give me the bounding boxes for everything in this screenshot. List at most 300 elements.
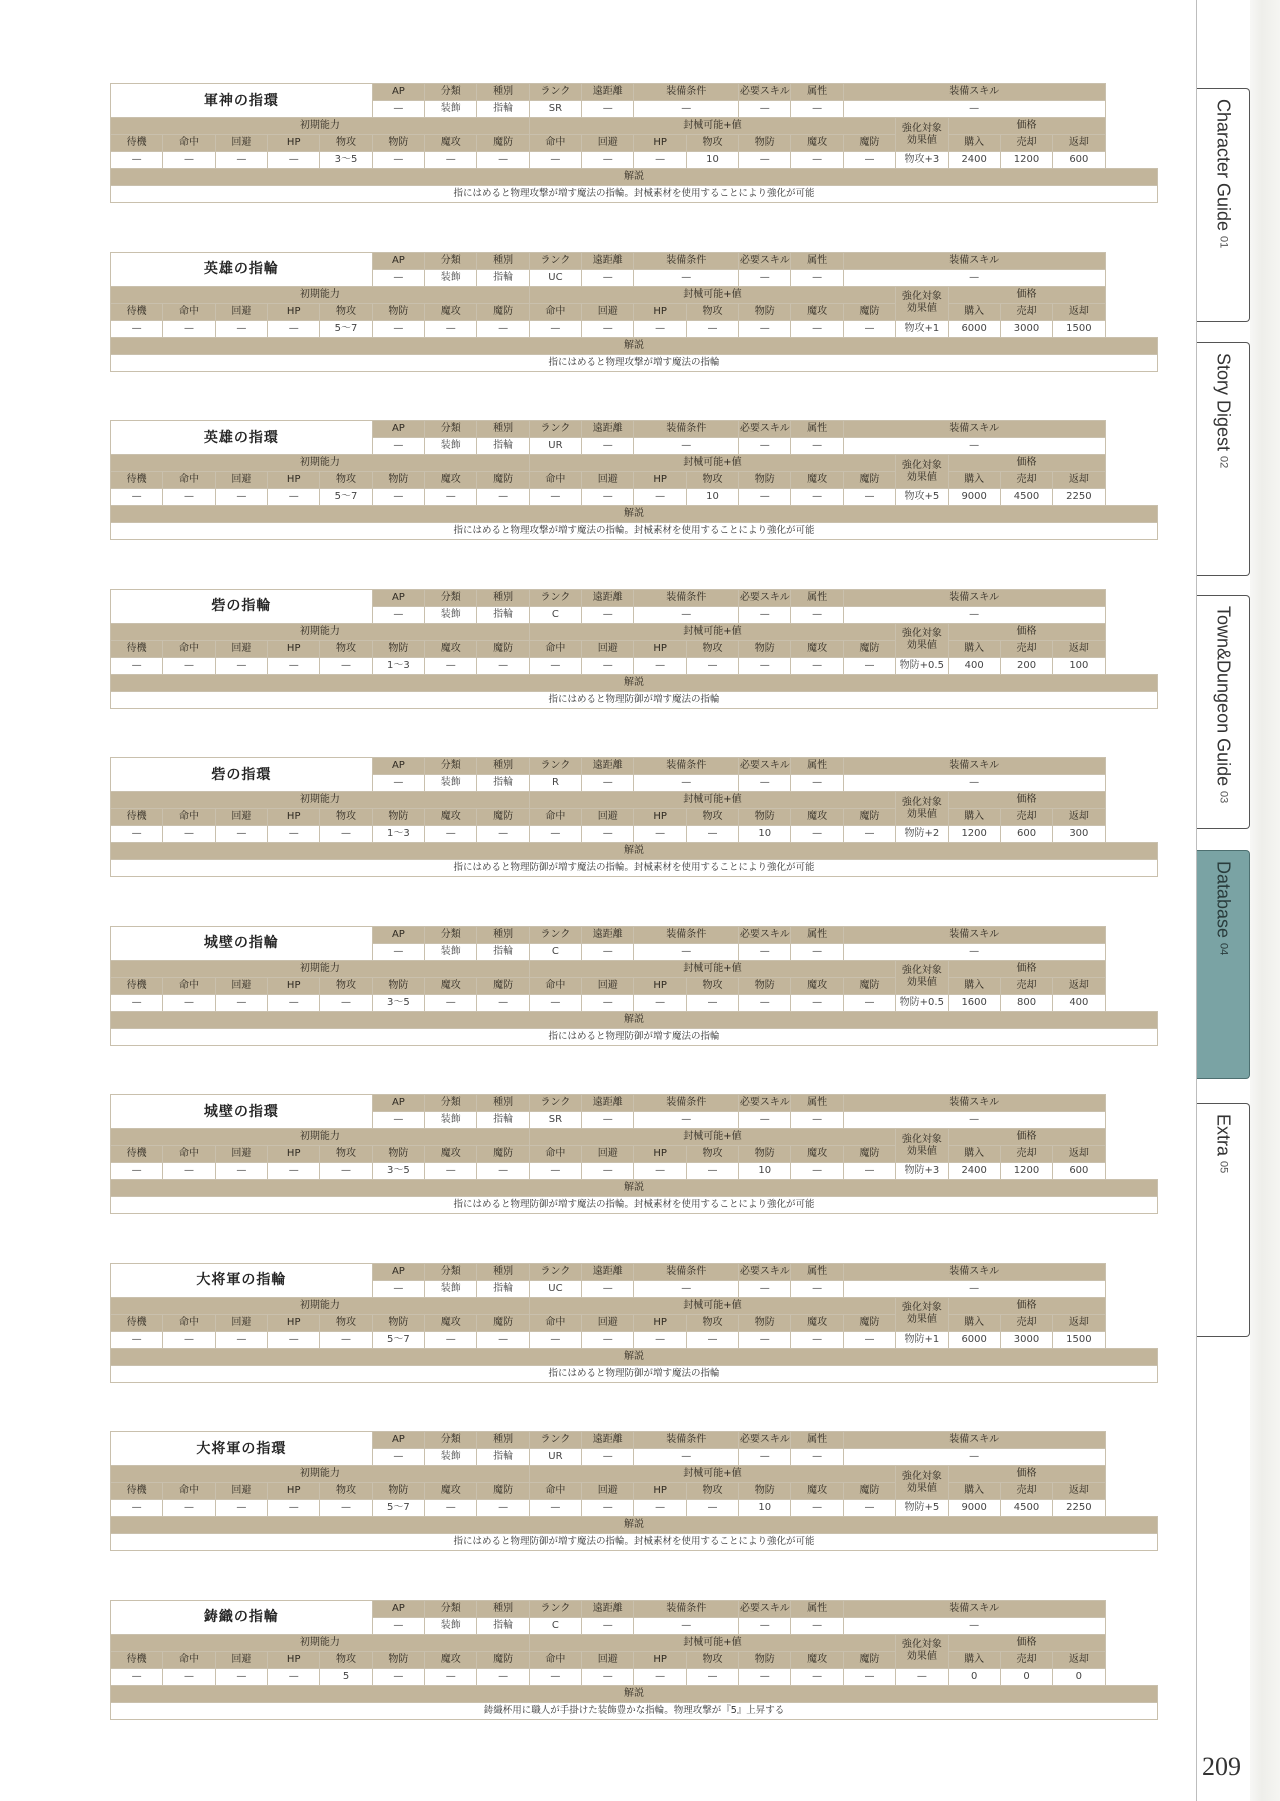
header-stat: 魔防 — [843, 977, 895, 994]
value-stat: — — [686, 1668, 738, 1685]
value-equip-skill: — — [843, 606, 1105, 623]
header-category: 分類 — [425, 1432, 477, 1449]
header-stat: 物防 — [739, 1651, 791, 1668]
header-stat: 物攻 — [320, 1651, 372, 1668]
header-price-col: 売却 — [1000, 135, 1052, 152]
value-buy-price: 2400 — [948, 1163, 1000, 1180]
header-stat: 待機 — [111, 135, 163, 152]
header-stat: 魔防 — [477, 1651, 529, 1668]
header-price-col: 返却 — [1053, 472, 1105, 489]
value-stat: — — [582, 1163, 634, 1180]
value-stat: — — [320, 1163, 372, 1180]
value-type: 指輪 — [477, 943, 529, 960]
header-required-skill: 必要スキル — [739, 84, 791, 101]
value-stat: — — [791, 994, 843, 1011]
chapter-tab-text — [1213, 861, 1234, 955]
header-type: 種別 — [477, 1432, 529, 1449]
value-stat: — — [686, 657, 738, 674]
value-sell-price: 4500 — [1000, 1500, 1052, 1517]
value-stat: — — [111, 826, 163, 843]
header-equip-condition: 装備条件 — [634, 926, 739, 943]
header-price-col: 購入 — [948, 303, 1000, 320]
item-table — [110, 420, 1158, 540]
value-sell-price: 1200 — [1000, 1163, 1052, 1180]
value-stat: — — [739, 152, 791, 169]
value-stat: — — [372, 320, 424, 337]
value-rank: SR — [529, 1112, 581, 1129]
header-stat: 待機 — [111, 1651, 163, 1668]
header-stat: 魔攻 — [425, 1146, 477, 1163]
value-required-skill: — — [739, 775, 791, 792]
header-equip-skill: 装備スキル — [843, 758, 1105, 775]
header-stat: 命中 — [163, 1146, 215, 1163]
header-stat: 物攻 — [686, 1314, 738, 1331]
header-stat: 魔防 — [477, 1146, 529, 1163]
header-stat: 回避 — [215, 809, 267, 826]
header-stat: HP — [634, 977, 686, 994]
chapter-tab[interactable] — [1197, 1103, 1250, 1337]
value-equip-skill: — — [843, 943, 1105, 960]
item-table — [110, 757, 1158, 877]
value-rank: C — [529, 1617, 581, 1634]
header-enhance-line2: 効果値 — [906, 1314, 937, 1325]
header-stat: 命中 — [529, 1146, 581, 1163]
header-required-skill: 必要スキル — [739, 926, 791, 943]
header-price-col: 売却 — [1000, 1314, 1052, 1331]
chapter-tab-text — [1213, 1114, 1234, 1173]
header-stat: 物攻 — [320, 1483, 372, 1500]
value-stat: — — [268, 657, 320, 674]
value-range: — — [582, 775, 634, 792]
header-description: 解説 — [111, 1517, 1158, 1534]
value-stat: — — [111, 489, 163, 506]
value-attribute: — — [791, 1449, 843, 1466]
header-category: 分類 — [425, 84, 477, 101]
item-name: 城壁の指輪 — [111, 926, 373, 960]
value-stat: — — [739, 1668, 791, 1685]
header-stat: HP — [634, 472, 686, 489]
header-enhance-line2: 効果値 — [906, 640, 937, 651]
value-stat: 5～7 — [320, 320, 372, 337]
header-attribute: 属性 — [791, 421, 843, 438]
value-stat: — — [320, 994, 372, 1011]
value-equip-condition: — — [634, 606, 739, 623]
value-range: — — [582, 606, 634, 623]
value-stat: — — [477, 1163, 529, 1180]
header-required-skill: 必要スキル — [739, 1600, 791, 1617]
header-stat: 回避 — [582, 1651, 634, 1668]
value-stat: — — [582, 1500, 634, 1517]
item-table — [110, 1431, 1158, 1551]
header-required-skill: 必要スキル — [739, 589, 791, 606]
header-rank: ランク — [529, 926, 581, 943]
header-type: 種別 — [477, 1095, 529, 1112]
value-stat: — — [477, 1331, 529, 1348]
header-stat: HP — [634, 1146, 686, 1163]
header-initial-stats: 初期能力 — [111, 286, 530, 303]
value-stat: — — [163, 152, 215, 169]
value-category: 装飾 — [425, 1617, 477, 1634]
item-block — [110, 757, 1158, 926]
header-stat: HP — [268, 1483, 320, 1500]
item-table — [110, 589, 1158, 709]
header-enhance-line2: 効果値 — [906, 471, 937, 483]
header-price-col: 売却 — [1000, 1651, 1052, 1668]
header-rank: ランク — [529, 84, 581, 101]
header-ap: AP — [372, 589, 424, 606]
header-stat: 命中 — [163, 809, 215, 826]
value-buy-price: 400 — [948, 657, 1000, 674]
value-stat: — — [529, 657, 581, 674]
header-stat: 回避 — [215, 640, 267, 657]
value-stat: — — [634, 657, 686, 674]
header-sealable-bonus: 封械可能+値 — [529, 1634, 895, 1651]
value-required-skill: — — [739, 1112, 791, 1129]
value-type: 指輪 — [477, 101, 529, 118]
value-stat: — — [791, 1668, 843, 1685]
value-buy-price: 9000 — [948, 489, 1000, 506]
value-stat: 5～7 — [372, 1331, 424, 1348]
header-rank: ランク — [529, 1263, 581, 1280]
value-stat: 3～5 — [372, 1163, 424, 1180]
value-attribute: — — [791, 101, 843, 118]
value-stat: — — [477, 826, 529, 843]
value-return-price: 100 — [1053, 657, 1105, 674]
header-equip-skill: 装備スキル — [843, 1432, 1105, 1449]
value-stat: — — [320, 1331, 372, 1348]
value-stat: — — [739, 320, 791, 337]
value-stat: — — [634, 489, 686, 506]
value-stat: — — [268, 320, 320, 337]
item-name: 軍神の指環 — [111, 84, 373, 118]
header-sealable-bonus: 封械可能+値 — [529, 960, 895, 977]
chapter-tab[interactable] — [1197, 342, 1250, 576]
header-equip-skill: 装備スキル — [843, 1263, 1105, 1280]
header-stat: 魔攻 — [791, 1483, 843, 1500]
value-ap: — — [372, 943, 424, 960]
header-price-col: 返却 — [1053, 1483, 1105, 1500]
item-block — [110, 926, 1158, 1095]
value-return-price: 2250 — [1053, 1500, 1105, 1517]
header-stat: HP — [268, 1146, 320, 1163]
value-stat: — — [686, 826, 738, 843]
value-type: 指輪 — [477, 1280, 529, 1297]
value-stat: — — [320, 826, 372, 843]
header-stat: 待機 — [111, 977, 163, 994]
value-equip-condition: — — [634, 269, 739, 286]
item-description: 指にはめると物理防御が増す魔法の指輪 — [111, 691, 1158, 708]
value-ap: — — [372, 606, 424, 623]
value-stat: — — [634, 1163, 686, 1180]
value-stat: — — [791, 1331, 843, 1348]
value-rank: UR — [529, 1449, 581, 1466]
value-stat: — — [215, 320, 267, 337]
header-stat: 物防 — [372, 1483, 424, 1500]
header-description: 解説 — [111, 1011, 1158, 1028]
header-stat: 魔攻 — [791, 135, 843, 152]
value-equip-skill: — — [843, 1617, 1105, 1634]
value-stat: — — [529, 152, 581, 169]
header-rank: ランク — [529, 589, 581, 606]
item-block — [110, 420, 1158, 589]
value-stat: — — [163, 1500, 215, 1517]
value-rank: R — [529, 775, 581, 792]
header-stat: 物攻 — [686, 1483, 738, 1500]
value-stat: — — [843, 657, 895, 674]
header-initial-stats: 初期能力 — [111, 455, 530, 472]
value-enhance: 物防+5 — [896, 1500, 948, 1517]
value-return-price: 2250 — [1053, 489, 1105, 506]
value-category: 装飾 — [425, 775, 477, 792]
header-enhance-line1: 強化対象 — [901, 965, 942, 976]
header-stat: 魔防 — [843, 640, 895, 657]
header-equip-condition: 装備条件 — [634, 84, 739, 101]
value-stat: — — [425, 320, 477, 337]
header-price-col: 売却 — [1000, 1146, 1052, 1163]
header-price-col: 購入 — [948, 977, 1000, 994]
value-attribute: — — [791, 775, 843, 792]
header-stat: 魔防 — [843, 809, 895, 826]
item-name: 砦の指環 — [111, 758, 373, 792]
header-price: 価格 — [948, 118, 1105, 135]
chapter-tab[interactable] — [1197, 850, 1250, 1079]
header-enhance-line2: 効果値 — [906, 1482, 937, 1494]
header-equip-condition: 装備条件 — [634, 1600, 739, 1617]
value-rank: UC — [529, 269, 581, 286]
value-stat: — — [477, 994, 529, 1011]
value-type: 指輪 — [477, 1112, 529, 1129]
header-range: 遠距離 — [582, 758, 634, 775]
item-table — [110, 1600, 1158, 1720]
header-stat: 物攻 — [320, 1314, 372, 1331]
chapter-tab-text — [1213, 606, 1234, 803]
item-name: 大将軍の指環 — [111, 1432, 373, 1466]
header-sealable-bonus: 封械可能+値 — [529, 118, 895, 135]
header-stat: 命中 — [529, 809, 581, 826]
value-stat: 1～3 — [372, 657, 424, 674]
header-rank: ランク — [529, 1600, 581, 1617]
header-price-col: 購入 — [948, 1146, 1000, 1163]
value-stat: — — [268, 826, 320, 843]
header-ap: AP — [372, 421, 424, 438]
header-sealable-bonus: 封械可能+値 — [529, 1297, 895, 1314]
item-description: 指にはめると物理攻撃が増す魔法の指輪 — [111, 354, 1158, 371]
header-range: 遠距離 — [582, 421, 634, 438]
header-stat: 魔防 — [843, 135, 895, 152]
header-price-col: 返却 — [1053, 809, 1105, 826]
value-stat: — — [477, 1668, 529, 1685]
header-stat: HP — [268, 303, 320, 320]
header-category: 分類 — [425, 589, 477, 606]
value-stat: — — [529, 994, 581, 1011]
header-attribute: 属性 — [791, 1600, 843, 1617]
header-stat: 待機 — [111, 1483, 163, 1500]
header-stat: 物攻 — [686, 809, 738, 826]
header-equip-condition: 装備条件 — [634, 758, 739, 775]
header-stat: 回避 — [215, 1483, 267, 1500]
item-block — [110, 1600, 1158, 1769]
value-stat: — — [425, 489, 477, 506]
value-stat: — — [477, 320, 529, 337]
value-stat: — — [791, 489, 843, 506]
header-initial-stats: 初期能力 — [111, 118, 530, 135]
header-initial-stats: 初期能力 — [111, 1297, 530, 1314]
header-stat: 回避 — [215, 472, 267, 489]
header-price-col: 返却 — [1053, 1651, 1105, 1668]
value-equip-condition: — — [634, 943, 739, 960]
value-enhance: 物防+1 — [896, 1331, 948, 1348]
header-enhance-line2: 効果値 — [906, 977, 937, 988]
header-stat: 魔防 — [477, 809, 529, 826]
item-description: 指にはめると物理防御が増す魔法の指輪 — [111, 1028, 1158, 1045]
value-buy-price: 6000 — [948, 1331, 1000, 1348]
value-stat: — — [634, 1331, 686, 1348]
item-description: 指にはめると物理防御が増す魔法の指輪。封械素材を使用することにより強化が可能 — [111, 1197, 1158, 1214]
header-category: 分類 — [425, 252, 477, 269]
value-rank: C — [529, 943, 581, 960]
header-enhance-line1: 強化対象 — [901, 122, 942, 134]
value-stat: — — [791, 1500, 843, 1517]
header-stat: 回避 — [582, 1314, 634, 1331]
chapter-tab-label: Character Guide — [1213, 99, 1234, 232]
header-stat: 命中 — [163, 1314, 215, 1331]
value-stat: — — [425, 994, 477, 1011]
header-stat: 魔防 — [843, 1314, 895, 1331]
value-range: — — [582, 943, 634, 960]
item-description: 鋳織杯用に職人が手掛けた装飾豊かな指輪。物理攻撃が『5』上昇する — [111, 1702, 1158, 1719]
chapter-tab-text — [1213, 353, 1234, 468]
value-enhance: 物防+0.5 — [896, 657, 948, 674]
value-stat: — — [163, 826, 215, 843]
header-stat: HP — [268, 977, 320, 994]
value-category: 装飾 — [425, 606, 477, 623]
header-equip-condition: 装備条件 — [634, 421, 739, 438]
value-stat: — — [215, 1500, 267, 1517]
value-stat: — — [215, 1668, 267, 1685]
header-range: 遠距離 — [582, 1600, 634, 1617]
value-stat: — — [791, 826, 843, 843]
value-stat: — — [215, 826, 267, 843]
value-stat: — — [582, 152, 634, 169]
value-equip-skill: — — [843, 269, 1105, 286]
header-price-col: 購入 — [948, 135, 1000, 152]
value-stat: — — [529, 489, 581, 506]
header-stat: 命中 — [163, 303, 215, 320]
value-required-skill: — — [739, 269, 791, 286]
header-equip-skill: 装備スキル — [843, 252, 1105, 269]
value-buy-price: 9000 — [948, 1500, 1000, 1517]
header-stat: 物防 — [372, 977, 424, 994]
header-stat: 物攻 — [686, 640, 738, 657]
header-stat: 魔攻 — [791, 640, 843, 657]
header-stat: 物攻 — [320, 640, 372, 657]
header-stat: 魔攻 — [791, 1314, 843, 1331]
header-stat: 物防 — [372, 1146, 424, 1163]
header-attribute: 属性 — [791, 1263, 843, 1280]
chapter-tab[interactable] — [1197, 88, 1250, 322]
chapter-tab[interactable] — [1197, 595, 1250, 829]
header-stat: HP — [634, 809, 686, 826]
header-price-col: 売却 — [1000, 977, 1052, 994]
value-rank: C — [529, 606, 581, 623]
header-stat: 魔攻 — [425, 1314, 477, 1331]
value-stat: — — [529, 1163, 581, 1180]
value-stat: — — [425, 152, 477, 169]
value-stat: 3～5 — [372, 994, 424, 1011]
header-price: 価格 — [948, 960, 1105, 977]
header-stat: 物防 — [739, 1314, 791, 1331]
chapter-tab-label: Town&Dungeon Guide — [1213, 606, 1234, 787]
value-sell-price: 600 — [1000, 826, 1052, 843]
header-stat: 回避 — [215, 303, 267, 320]
header-price-col: 返却 — [1053, 1146, 1105, 1163]
header-stat: 物攻 — [686, 303, 738, 320]
value-range: — — [582, 269, 634, 286]
header-stat: 待機 — [111, 809, 163, 826]
header-initial-stats: 初期能力 — [111, 1466, 530, 1483]
item-table — [110, 252, 1158, 372]
header-price-col: 返却 — [1053, 135, 1105, 152]
value-equip-skill: — — [843, 775, 1105, 792]
header-stat: 魔攻 — [425, 640, 477, 657]
header-price-col: 返却 — [1053, 640, 1105, 657]
header-enhance-line1: 強化対象 — [901, 1133, 942, 1145]
value-stat: — — [739, 994, 791, 1011]
header-equip-skill: 装備スキル — [843, 1095, 1105, 1112]
header-ap: AP — [372, 1432, 424, 1449]
value-stat: — — [634, 1500, 686, 1517]
value-required-skill: — — [739, 943, 791, 960]
header-stat: 物防 — [739, 640, 791, 657]
header-stat: 魔防 — [477, 472, 529, 489]
value-stat: — — [582, 1331, 634, 1348]
header-ap: AP — [372, 758, 424, 775]
header-stat: 命中 — [529, 1651, 581, 1668]
header-sealable-bonus: 封械可能+値 — [529, 286, 895, 303]
header-stat: 物防 — [372, 640, 424, 657]
value-required-skill: — — [739, 1449, 791, 1466]
header-stat: 命中 — [529, 135, 581, 152]
header-category: 分類 — [425, 421, 477, 438]
header-enhance-line1: 強化対象 — [901, 1639, 942, 1650]
value-range: — — [582, 1449, 634, 1466]
chapter-tab-text — [1213, 99, 1234, 248]
header-enhance-line1: 強化対象 — [901, 291, 942, 302]
value-stat: — — [111, 1331, 163, 1348]
header-required-skill: 必要スキル — [739, 758, 791, 775]
value-equip-skill: — — [843, 438, 1105, 455]
value-stat: — — [739, 489, 791, 506]
header-sealable-bonus: 封械可能+値 — [529, 623, 895, 640]
value-stat: — — [163, 320, 215, 337]
header-stat: 魔攻 — [425, 977, 477, 994]
header-stat: 魔攻 — [425, 1651, 477, 1668]
item-name: 砦の指輪 — [111, 589, 373, 623]
value-stat: — — [843, 1500, 895, 1517]
header-price-col: 返却 — [1053, 977, 1105, 994]
header-required-skill: 必要スキル — [739, 1095, 791, 1112]
value-stat: — — [843, 1668, 895, 1685]
header-stat: 回避 — [215, 1146, 267, 1163]
header-stat: 魔攻 — [425, 303, 477, 320]
value-stat: — — [843, 489, 895, 506]
header-equip-condition: 装備条件 — [634, 252, 739, 269]
header-stat: 魔防 — [843, 1651, 895, 1668]
value-stat: — — [686, 1500, 738, 1517]
header-stat: 物防 — [739, 135, 791, 152]
value-enhance: 物攻+3 — [896, 152, 948, 169]
value-stat: — — [686, 994, 738, 1011]
